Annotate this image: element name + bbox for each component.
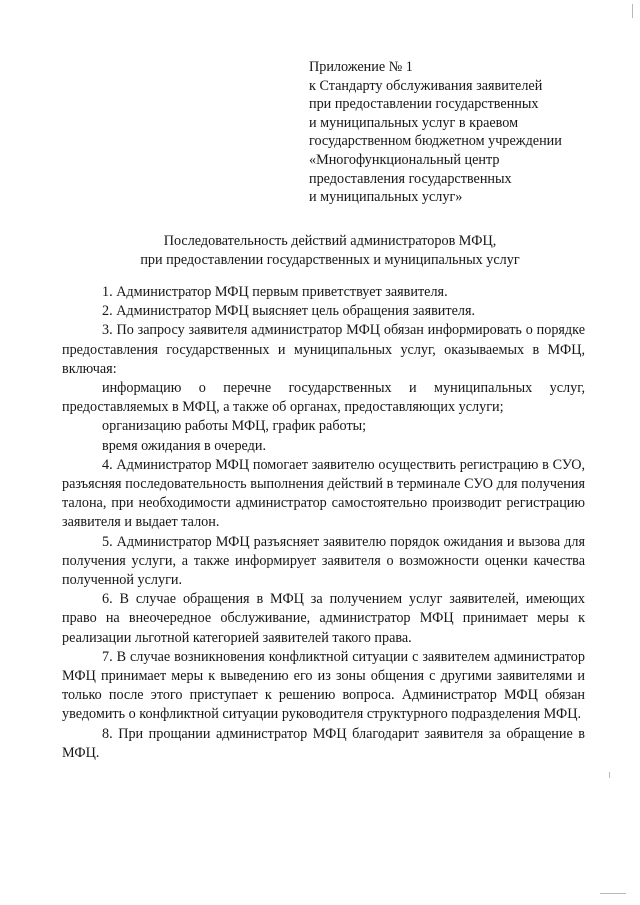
paragraph-3-item-1: информацию о перечне государственных и муниципальных услуг, предоставляемых в МФЦ, а также об органах, предоставляющих услуги; [62, 380, 585, 416]
appendix-line: «Многофункциональный центр [309, 151, 500, 168]
paragraph-3-item-2: организацию работы МФЦ, график работы; [102, 418, 367, 435]
appendix-line: Приложение № 1 [309, 59, 413, 75]
paragraph-8: 8. При прощании администратор МФЦ благодарит заявителя за обращение в МФЦ. [62, 725, 585, 761]
paragraph-6: 6. В случае обращения в МФЦ за получением услуг заявителей, имеющих право на внеочередное обслуживание, администратор МФЦ принимает меры к реализации льготной категорией заявителей такого права. [62, 591, 585, 646]
scan-mark-top [632, 4, 633, 18]
paragraph-2: 2. Администратор МФЦ выясняет цель обращения заявителя. [102, 303, 476, 320]
appendix-header [309, 58, 609, 207]
document-title [60, 232, 600, 270]
appendix-line: государственном бюджетном учреждении [309, 133, 562, 150]
appendix-line: и муниципальных услуг в краевом [309, 114, 519, 131]
appendix-line: к Стандарту обслуживания заявителей [309, 77, 543, 94]
appendix-line: и муниципальных услуг» [309, 189, 463, 206]
title-line-1: Последовательность действий администраторов МФЦ, [163, 233, 497, 249]
title-line-2: при предоставлении государственных и муниципальных услуг [140, 252, 520, 268]
paragraph-7: 7. В случае возникновения конфликтной ситуации с заявителем администратор МФЦ принимает меры к выведению его из зоны общения с другими заявителями и только после этого приступает к решению вопроса. Администратор МФЦ обязан уведомить о конфликтной ситуации руководителя структурного подразделения МФЦ. [62, 648, 585, 723]
scan-mark-bottom [600, 893, 626, 894]
paragraph-3-item-3: время ожидания в очереди. [102, 437, 267, 454]
appendix-line: при предоставлении государственных [309, 96, 539, 113]
paragraph-4: 4. Администратор МФЦ помогает заявителю осуществить регистрацию в СУО, разъясняя последовательность выполнения действий в терминале СУО для получения талона, при необходимости администратор самостоятельно производит регистрацию заявителя и выдает талон. [62, 456, 585, 531]
scan-mark-right [609, 772, 610, 778]
appendix-line: предоставления государственных [309, 170, 512, 187]
paragraph-5: 5. Администратор МФЦ разъясняет заявителю порядок ожидания и вызова для получения услуги, а также информирует заявителя о возможности оценки качества полученной услуги. [62, 533, 585, 589]
paragraph-1: 1. Администратор МФЦ первым приветствует заявителя. [102, 284, 448, 300]
paragraph-3: 3. По запросу заявителя администратор МФЦ обязан информировать о порядке предоставления государственных и муниципальных услуг, оказываемых в МФЦ, включая: [62, 322, 585, 377]
document-body [62, 283, 585, 763]
